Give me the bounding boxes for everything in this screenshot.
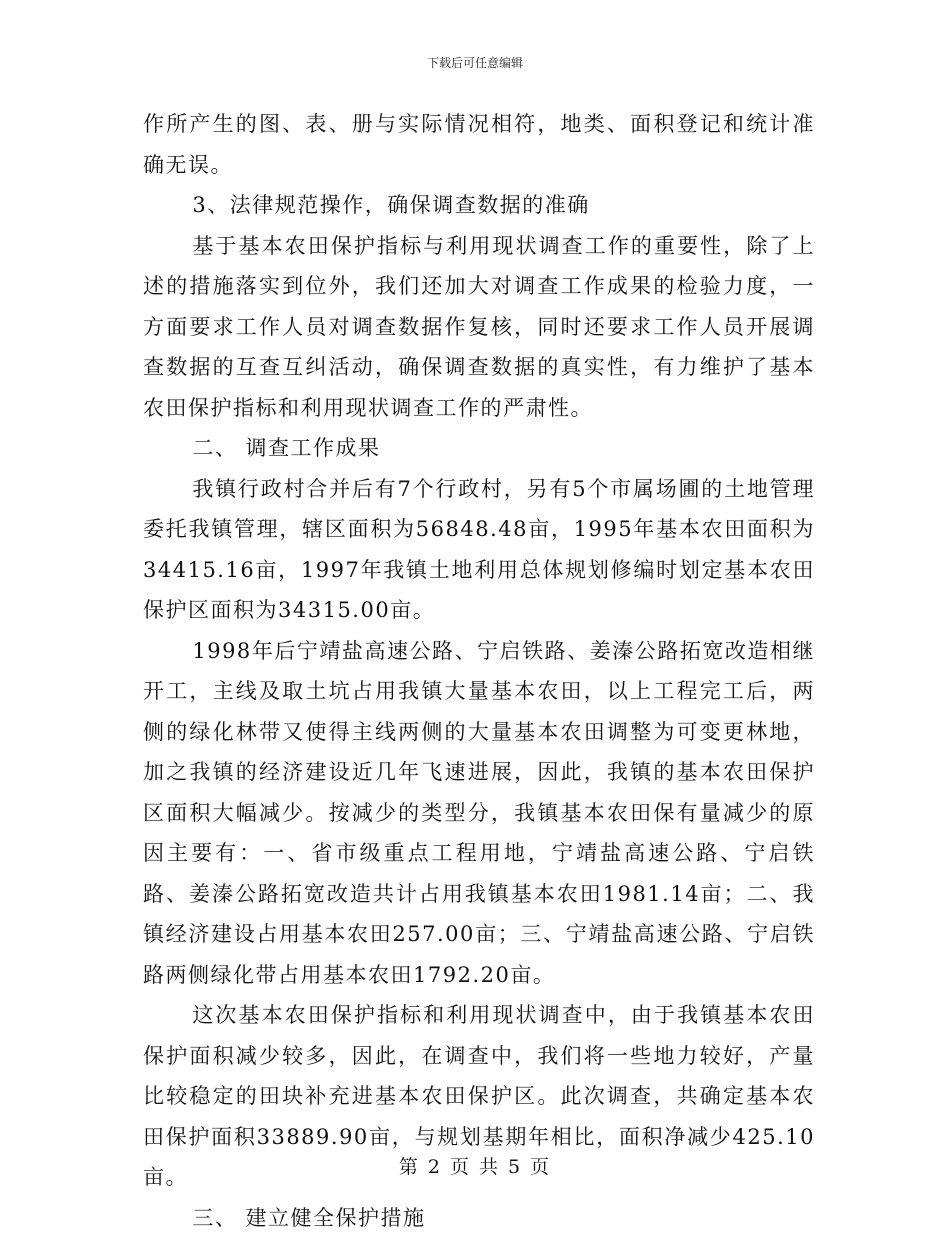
paragraph-continuation: 作所产生的图、表、册与实际情况相符，地类、面积登记和统计准确无误。 [143,104,815,185]
section-heading-results: 二、 调查工作成果 [143,428,815,469]
section-heading-3: 3、法律规范操作，确保调查数据的准确 [143,185,815,226]
page-number: 第 2 页 共 5 页 [0,1152,950,1179]
page-header: 下载后可任意编辑 [0,54,950,71]
paragraph-reduction-causes: 1998年后宁靖盐高速公路、宁启铁路、姜溱公路拓宽改造相继开工，主线及取土坑占用我镇大量基本农田，以上工程完工后，两侧的绿化林带又使得主线两侧的大量基本农田调整为可变更林地，加之我镇的经济建设近几年飞速进展，因此，我镇的基本农田保护区面积大幅减少。按减少的类型分，我镇基本农田保有量减少的原因主要有：一、省市级重点工程用地，宁靖盐高速公路、宁启铁路、姜溱公路拓宽改造共计占用我镇基本农田1981.14亩；二、我镇经济建设占用基本农田257.00亩；三、宁靖盐高速公路、宁启铁路两侧绿化带占用基本农田1792.20亩。 [143,631,815,996]
paragraph-verification: 基于基本农田保护指标与利用现状调查工作的重要性，除了上述的措施落实到位外，我们还加大对调查工作成果的检验力度，一方面要求工作人员对调查数据作复核，同时还要求工作人员开展调查数据的互查互纠活动，确保调查数据的真实性，有力维护了基本农田保护指标和利用现状调查工作的严肃性。 [143,226,815,429]
paragraph-survey-result: 这次基本农田保护指标和利用现状调查中，由于我镇基本农田保护面积减少较多，因此，在调查中，我们将一些地力较好，产量比较稳定的田块补充进基本农田保护区。此次调查，共确定基本农田保护面积33889.90亩，与规划基期年相比，面积净减少425.10亩。 [143,995,815,1198]
paragraph-area-overview: 我镇行政村合并后有7个行政村，另有5个市属场圃的土地管理委托我镇管理，辖区面积为56848.48亩，1995年基本农田面积为34415.16亩，1997年我镇土地利用总体规划修编时划定基本农田保护区面积为34315.00亩。 [143,469,815,631]
section-heading-measures: 三、 建立健全保护措施 [143,1198,815,1238]
document-body [143,104,815,1238]
